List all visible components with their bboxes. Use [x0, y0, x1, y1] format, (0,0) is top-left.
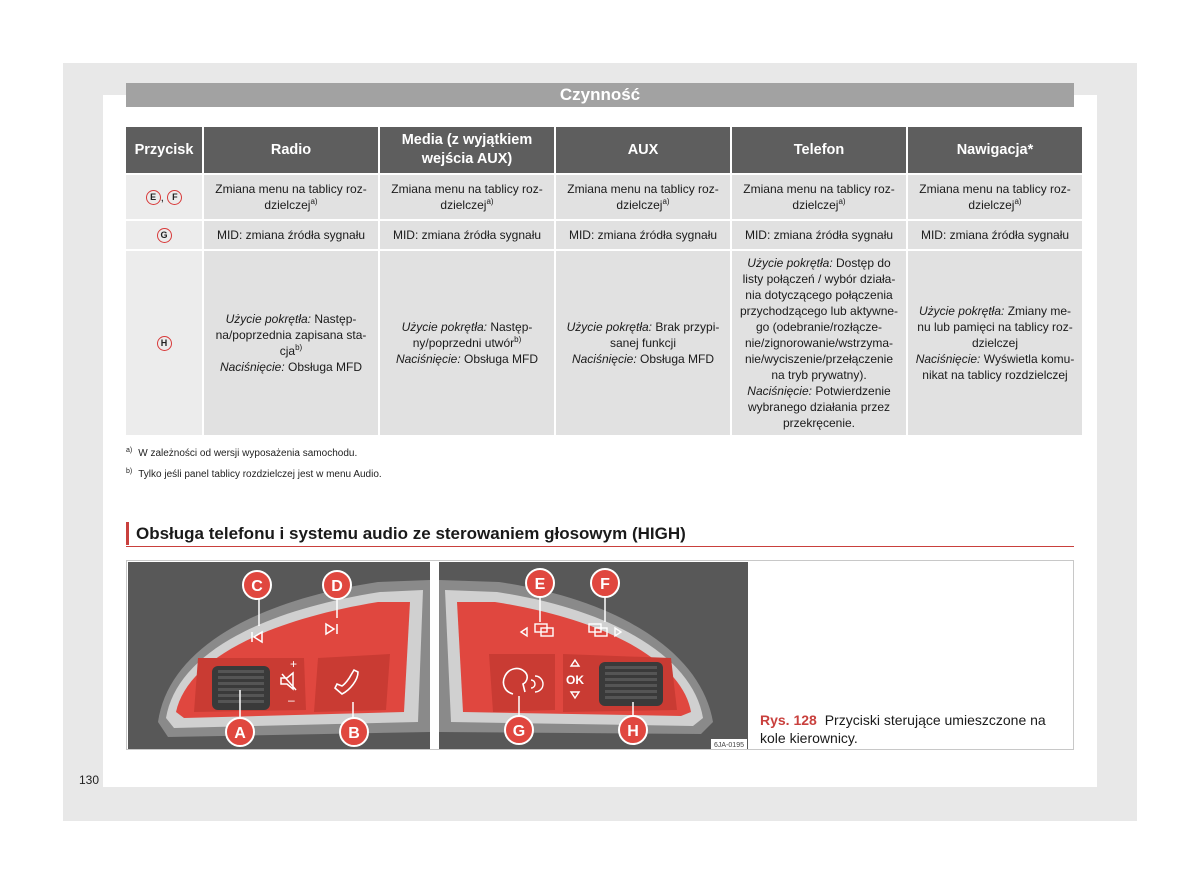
key-cell [126, 221, 202, 249]
press-text: Obsługa MFD [640, 352, 715, 366]
section-heading [126, 522, 1074, 547]
svg-text:D: D [331, 578, 343, 595]
figure-caption [760, 711, 1065, 747]
svg-text:C: C [251, 578, 263, 595]
svg-text:E: E [534, 576, 546, 593]
cell-text: Zmiana menu na tablicy roz-dzielczej [743, 182, 895, 212]
cell-text: Zmiana menu na tablicy roz-dzielczej [215, 182, 367, 212]
col-header-aux: AUX [556, 127, 730, 173]
cell-nawigacja [908, 251, 1082, 435]
col-header-telefon: Telefon [732, 127, 906, 173]
use-text: Zmiany me-nu lub pamięci na tablicy roz-dzielczej [917, 304, 1073, 350]
footnote-ref: b) [514, 335, 522, 344]
right-illustration-svg [439, 562, 748, 749]
cell-text: Zmiana menu na tablicy roz-dzielczej [567, 182, 719, 212]
cell-radio [204, 175, 378, 219]
press-text: Obsługa MFD [288, 360, 363, 374]
footnote-a [126, 448, 357, 459]
cell-aux [556, 175, 730, 219]
key-badge-h: H [157, 336, 172, 351]
footnote-mark: a) [126, 446, 133, 454]
footnote-text: Tylko jeśli panel tablicy rozdzielczej jest w menu Audio. [138, 469, 382, 480]
cell-aux [556, 251, 730, 435]
callout-g [505, 716, 533, 744]
key-badge-g: G [157, 228, 172, 243]
page-number: 130 [79, 773, 100, 787]
press-text: Wyświetla komu-nikat na tablicy rozdzielczej [922, 352, 1075, 382]
footnote-ref: b) [295, 343, 303, 352]
svg-text:G: G [512, 723, 526, 740]
use-label: Użycie pokrętła: [747, 256, 833, 270]
steering-buttons-right-image [439, 562, 748, 749]
callout-d [323, 571, 351, 599]
minus-symbol: – [288, 693, 295, 707]
press-label: Naciśnięcie: [571, 352, 637, 366]
footnote-ref: a) [1014, 197, 1022, 206]
use-text: Brak przypi-sanej funkcji [609, 320, 720, 350]
col-header-nawigacja: Nawigacja* [908, 127, 1082, 173]
figure-caption-text: Przyciski sterujące umieszczone na kole kierownicy. [760, 712, 1046, 746]
use-label: Użycie pokrętła: [401, 320, 487, 334]
ok-label: OK [566, 673, 584, 687]
cell-nawigacja [908, 175, 1082, 219]
figure-ref: Rys. 128 [760, 712, 817, 728]
use-text: Następ-na/poprzednia zapisana sta-cja [215, 312, 367, 358]
callout-h [619, 716, 647, 744]
footnote-ref: a) [662, 197, 670, 206]
cell-radio: MID: zmiana źródła sygnału [204, 221, 378, 249]
svg-text:F: F [600, 576, 610, 593]
col-header-media: Media (z wyjątkiem wejścia AUX) [380, 127, 554, 173]
svg-text:A: A [234, 725, 246, 742]
section-title: Obsługa telefonu i systemu audio ze sterowaniem głosowym (HIGH) [136, 524, 686, 543]
table-row [126, 175, 1082, 219]
press-label: Naciśnięcie: [915, 352, 981, 366]
key-separator: , [160, 189, 164, 204]
functions-table [124, 125, 1084, 437]
use-label: Użycie pokrętła: [566, 320, 652, 334]
use-label: Użycie pokrętła: [225, 312, 311, 326]
key-badge-e: E [146, 190, 161, 205]
callout-c [243, 571, 271, 599]
use-label: Użycie pokrętła: [918, 304, 1005, 318]
cell-telefon: MID: zmiana źródła sygnału [732, 221, 906, 249]
col-header-przycisk: Przycisk [126, 127, 202, 173]
use-text: Następ-ny/poprzedni utwór [412, 320, 533, 350]
press-label: Naciśnięcie: [219, 360, 285, 374]
cell-aux: MID: zmiana źródła sygnału [556, 221, 730, 249]
footnote-ref: a) [310, 197, 318, 206]
key-cell [126, 175, 202, 219]
cell-nawigacja: MID: zmiana źródła sygnału [908, 221, 1082, 249]
footnote-ref: a) [838, 197, 846, 206]
steering-buttons-left-image [128, 562, 430, 749]
press-text: Potwierdzenie wybranego działania przez przekręcenie. [747, 384, 891, 430]
figure-code: 6JA-0195 [714, 742, 744, 749]
table-header-row [126, 127, 1082, 173]
callout-f [591, 569, 619, 597]
svg-text:B: B [348, 725, 360, 742]
cell-text: Zmiana menu na tablicy roz-dzielczej [391, 182, 543, 212]
cell-telefon [732, 175, 906, 219]
press-text: Obsługa MFD [464, 352, 539, 366]
svg-text:H: H [627, 723, 639, 740]
use-text: Dostęp do listy połączeń / wybór działa-nia dotyczącego połączenia przychodzącego lub aktywne-go (odebranie/rozłącze-nie/zignorowanie/wstrzyma-nie/wyciszenie/przełączenie na tryb prywatny). [739, 256, 899, 382]
cell-media [380, 175, 554, 219]
cell-telefon [732, 251, 906, 435]
cell-media: MID: zmiana źródła sygnału [380, 221, 554, 249]
key-badge-f: F [167, 190, 182, 205]
left-illustration-svg [128, 562, 430, 749]
table-row [126, 251, 1082, 435]
footnote-text: W zależności od wersji wyposażenia samochodu. [138, 448, 358, 459]
col-header-radio: Radio [204, 127, 378, 173]
callout-b [340, 718, 368, 746]
press-label: Naciśnięcie: [747, 384, 812, 398]
plus-symbol: + [290, 657, 298, 671]
cell-text: Zmiana menu na tablicy roz-dzielczej [919, 182, 1071, 212]
footnote-b [126, 469, 382, 480]
footnote-ref: a) [486, 197, 494, 206]
cell-media [380, 251, 554, 435]
table-row [126, 221, 1082, 249]
key-cell [126, 251, 202, 435]
callout-a [226, 718, 254, 746]
footnote-mark: b) [126, 467, 133, 475]
cell-radio [204, 251, 378, 435]
action-header: Czynność [126, 83, 1074, 107]
press-label: Naciśnięcie: [395, 352, 461, 366]
callout-e [526, 569, 554, 597]
section-accent-bar [126, 522, 129, 545]
